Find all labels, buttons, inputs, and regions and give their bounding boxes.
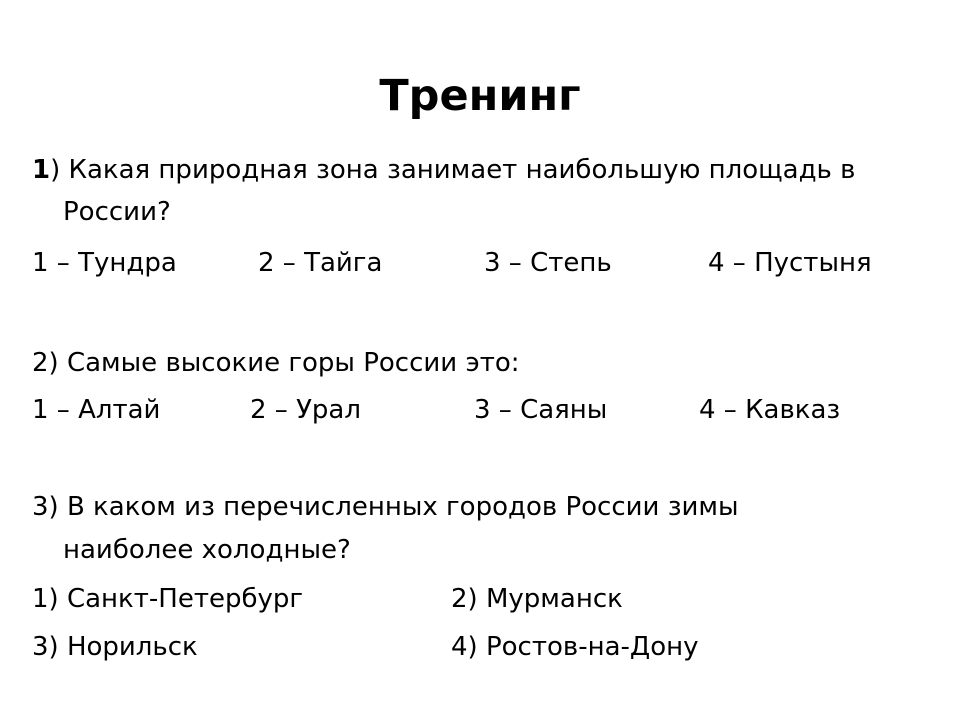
question-2-text: 2) Самые высокие горы России это: [32, 348, 520, 378]
question-3-option-4: 4) Ростов-на-Дону [451, 632, 699, 662]
question-1-text: ) Какая природная зона занимает наибольшую площадь в [50, 155, 856, 185]
slide-title: Тренинг [379, 71, 581, 121]
question-3-line-1: 3) В каком из перечисленных городов России зимы [32, 492, 739, 522]
question-1-line-2: России? [63, 197, 171, 227]
question-3-option-2: 2) Мурманск [451, 584, 623, 614]
question-3-option-3: 3) Норильск [32, 632, 198, 662]
question-2-option-4: 4 – Кавказ [699, 395, 841, 425]
question-2-option-3: 3 – Саяны [474, 395, 608, 425]
question-1-option-3: 3 – Степь [484, 248, 612, 278]
question-1-line-1 [32, 152, 855, 188]
question-1-number: 1 [32, 155, 51, 185]
question-3-option-1: 1) Санкт-Петербург [32, 584, 304, 614]
question-2-option-2: 2 – Урал [250, 395, 361, 425]
question-1-option-4: 4 – Пустыня [708, 248, 872, 278]
question-2-option-1: 1 – Алтай [32, 395, 161, 425]
question-3-line-2: наиболее холодные? [63, 535, 351, 565]
question-1-option-2: 2 – Тайга [258, 248, 383, 278]
question-1-option-1: 1 – Тундра [32, 248, 177, 278]
